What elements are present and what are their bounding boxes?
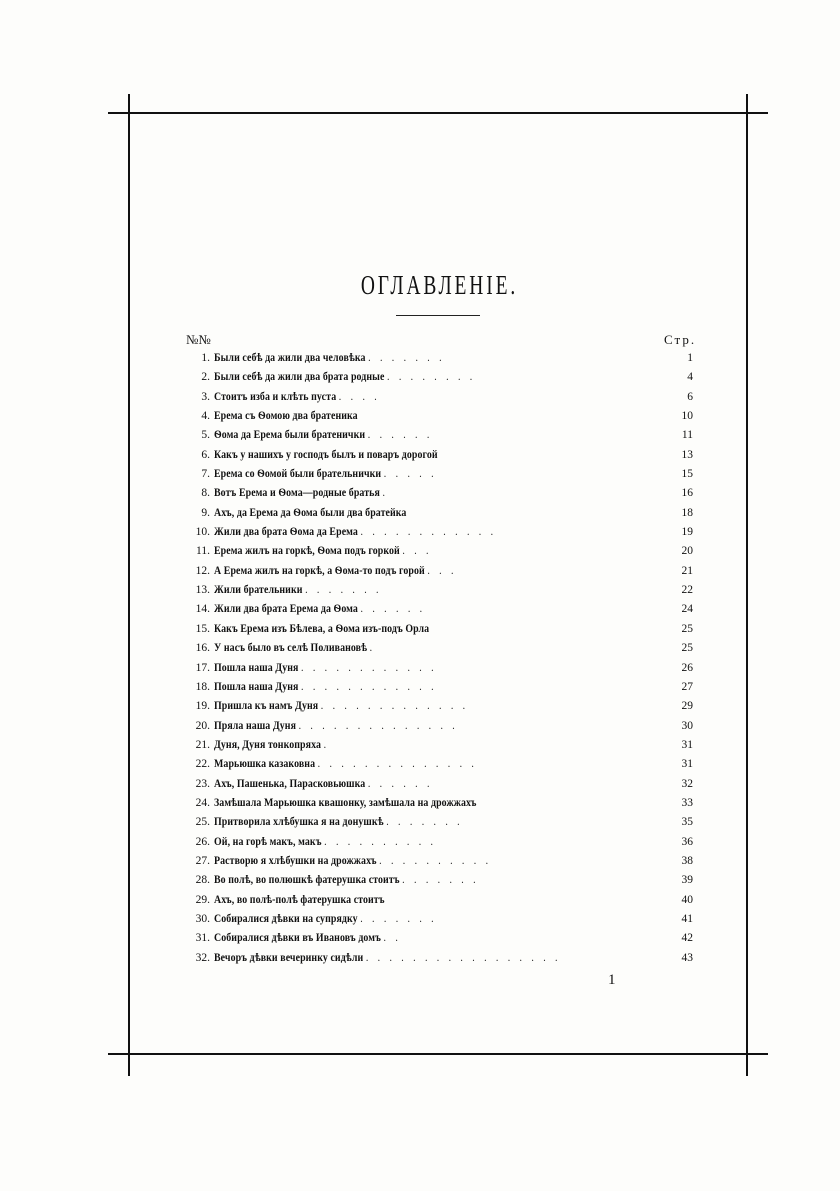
- entry-title: Были себѣ да жили два человѣка . . . . . . .: [214, 352, 446, 364]
- toc-entry: [176, 949, 696, 968]
- entry-title: Какъ у нашихъ у господъ былъ и поваръ дорогой: [214, 448, 438, 461]
- toc-entry: [176, 620, 696, 639]
- entry-page: 1: [687, 352, 693, 364]
- entry-number: 23.: [195, 777, 210, 790]
- entry-page: 18: [681, 506, 693, 519]
- toc-entry: [176, 600, 696, 619]
- entry-page: 20: [681, 545, 693, 558]
- entry-page: 39: [681, 874, 693, 887]
- entry-title: Замѣшала Марьюшка квашонку, замѣшала на дрожжахъ: [214, 796, 477, 809]
- entry-number: 1.: [201, 352, 210, 364]
- entry-title: Притворила хлѣбушка я на донушкѣ . . . . . . .: [214, 816, 464, 829]
- leader-dots: . . . .: [338, 390, 381, 403]
- entry-title: Стоитъ изба и клѣть пуста . . . .: [214, 390, 381, 403]
- leader-dots: .: [382, 487, 389, 500]
- page-column-header: Стр.: [664, 332, 697, 347]
- entry-number: 8.: [201, 487, 210, 500]
- toc-entry: [176, 446, 696, 465]
- entry-page: 33: [681, 796, 693, 809]
- entry-title: Ой, на горѣ макъ, макъ . . . . . . . . . .: [214, 835, 437, 848]
- leader-dots: . .: [383, 932, 402, 945]
- leader-dots: . . .: [402, 545, 432, 558]
- entry-number: 3.: [201, 390, 210, 403]
- entry-page: 4: [687, 371, 693, 384]
- entry-title: Были себѣ да жили два брата родные . . . . . . . .: [214, 371, 476, 384]
- leader-dots: . . . . . .: [367, 777, 433, 790]
- toc-entry: [176, 484, 696, 503]
- entry-number: 17.: [195, 661, 210, 674]
- entry-page: 19: [681, 526, 693, 539]
- toc-entry: [176, 852, 696, 871]
- frame-bottom-rule: [108, 1053, 768, 1055]
- entry-page: 21: [681, 564, 693, 577]
- entry-number: 9.: [201, 506, 210, 519]
- leader-dots: . . . . . . . .: [387, 371, 476, 384]
- entry-number: 13.: [195, 584, 210, 597]
- entry-page: 6: [687, 390, 693, 403]
- leader-dots: . . . . . . .: [305, 584, 382, 597]
- toc-entry: [176, 929, 696, 948]
- leader-dots: . . . . .: [383, 468, 438, 481]
- entry-page: 42: [681, 932, 693, 945]
- entry-page: 31: [681, 758, 693, 771]
- leader-dots: . . . . . . . . . .: [324, 835, 437, 848]
- toc-entry: [176, 465, 696, 484]
- entry-number: 30.: [195, 912, 210, 925]
- entry-number: 14.: [195, 603, 210, 616]
- toc-entry: [176, 871, 696, 890]
- entry-page: 25: [681, 642, 693, 655]
- entry-number: 12.: [195, 564, 210, 577]
- leader-dots: . . . . . . . . . .: [379, 854, 492, 867]
- entry-title: Пряла наша Дуня . . . . . . . . . . . . . .: [214, 719, 459, 732]
- entry-page: 25: [681, 622, 693, 635]
- leader-dots: . . . . . . . . . . . .: [301, 661, 438, 674]
- entry-title: Какъ Ерема изъ Бѣлева, а Ѳома изъ-подъ Орла: [214, 622, 430, 635]
- entry-number: 15.: [195, 622, 210, 635]
- entry-title: Пошла наша Дуня . . . . . . . . . . . .: [214, 680, 438, 693]
- page-title: ОГЛАВЛЕНІЕ.: [360, 270, 519, 301]
- entry-title: Вотъ Ерема и Ѳома—родные братья .: [214, 487, 389, 500]
- title-underline: [396, 315, 480, 316]
- entry-page: 32: [681, 777, 693, 790]
- entry-page: 43: [681, 951, 693, 964]
- entry-number: 11.: [196, 545, 210, 558]
- toc-entry: [176, 581, 696, 600]
- entry-title: Ерема съ Ѳомою два братеника: [214, 410, 358, 423]
- toc-entry: [176, 755, 696, 774]
- entry-number: 4.: [201, 410, 210, 423]
- toc-entry: [176, 542, 696, 561]
- entry-title: Жили брательники . . . . . . .: [214, 584, 382, 597]
- leader-dots: . . . . . . . . . . . . . .: [317, 758, 478, 771]
- entry-number: 7.: [201, 468, 210, 481]
- frame-left-rule: [128, 94, 130, 1076]
- entry-page: 22: [681, 584, 693, 597]
- entry-number: 25.: [195, 816, 210, 829]
- toc-entry: [176, 794, 696, 813]
- toc-entry: [176, 736, 696, 755]
- entry-page: 41: [681, 912, 693, 925]
- toc-entry: [176, 697, 696, 716]
- toc-entry: [176, 349, 696, 368]
- toc-entry: [176, 562, 696, 581]
- entry-title: Жили два брата Ерема да Ѳома . . . . . .: [214, 603, 426, 616]
- leader-dots: .: [323, 738, 330, 751]
- toc-entry: [176, 891, 696, 910]
- entry-page: 30: [681, 719, 693, 732]
- entry-page: 29: [681, 700, 693, 713]
- leader-dots: . . . . . .: [360, 603, 426, 616]
- leader-dots: . . . . . . .: [368, 352, 446, 364]
- entry-title: Марьюшка казаковна . . . . . . . . . . . . . .: [214, 758, 478, 771]
- entry-number: 31.: [195, 932, 210, 945]
- toc-entry: [176, 639, 696, 658]
- entry-page: 40: [681, 893, 693, 906]
- entry-page: 24: [681, 603, 693, 616]
- toc-entry: [176, 659, 696, 678]
- entry-title: Ѳома да Ерема были братенички . . . . . .: [214, 429, 433, 442]
- entry-number: 32.: [195, 951, 210, 964]
- entry-title: Пошла наша Дуня . . . . . . . . . . . .: [214, 661, 438, 674]
- leader-dots: . . . . . . . . . . . .: [360, 526, 497, 539]
- entry-title: Жили два брата Ѳома да Ерема . . . . . . . . . . . .: [214, 526, 497, 539]
- toc-entry: [176, 813, 696, 832]
- entry-number: 16.: [195, 642, 210, 655]
- entry-page: 11: [681, 429, 693, 442]
- entry-number: 27.: [195, 854, 210, 867]
- toc-entry: [176, 717, 696, 736]
- entry-page: 36: [681, 835, 693, 848]
- entry-page: 15: [681, 468, 693, 481]
- frame-right-rule: [746, 94, 748, 1076]
- leader-dots: . . . . . . .: [402, 874, 480, 887]
- entry-title: Ахъ, Пашенька, Парасковьюшка . . . . . .: [214, 777, 433, 790]
- entry-title: У насъ было въ селѣ Поливановѣ .: [214, 642, 376, 655]
- entry-title: Во полѣ, во полюшкѣ фатерушка стоитъ . . . . . . .: [214, 874, 480, 887]
- entry-page: 13: [681, 448, 693, 461]
- leader-dots: . . . . . . .: [386, 816, 464, 829]
- toc-entry: [176, 426, 696, 445]
- entry-title: Ерема жилъ на горкѣ, Ѳома подъ горкой . . .: [214, 545, 432, 558]
- entry-title: Ахъ, во полѣ-полѣ фатерушка стоитъ: [214, 893, 385, 906]
- table-of-contents: [176, 349, 696, 968]
- toc-entry: [176, 833, 696, 852]
- entry-title: А Ерема жилъ на горкѣ, а Ѳома-то подъ горой . . .: [214, 564, 457, 577]
- entry-title: Пришла къ намъ Дуня . . . . . . . . . . . . .: [214, 700, 469, 713]
- leader-dots: . . .: [427, 564, 457, 577]
- entry-page: 35: [681, 816, 693, 829]
- entry-number: 26.: [195, 835, 210, 848]
- toc-entry: [176, 407, 696, 426]
- entry-number: 20.: [195, 719, 210, 732]
- entry-page: 26: [681, 661, 693, 674]
- toc-entry: [176, 504, 696, 523]
- entry-number: 10.: [195, 526, 210, 539]
- leader-dots: . . . . . . .: [360, 912, 438, 925]
- leader-dots: . . . . . . . . . . . . . . . . .: [365, 951, 561, 964]
- toc-entry: [176, 775, 696, 794]
- entry-title: Растворю я хлѣбушки на дрожжахъ . . . . . . . . . .: [214, 854, 492, 867]
- entry-title: Собиралися дѣвки въ Ивановъ домъ . .: [214, 932, 402, 945]
- entry-number: 19.: [195, 700, 210, 713]
- toc-entry: [176, 523, 696, 542]
- toc-entry: [176, 910, 696, 929]
- entry-page: 38: [681, 854, 693, 867]
- entry-title: Ахъ, да Ерема да Ѳома были два братейка: [214, 506, 407, 519]
- entry-number: 24.: [195, 796, 210, 809]
- entry-number: 5.: [201, 429, 210, 442]
- entry-number: 6.: [201, 448, 210, 461]
- entry-title: Ерема со Ѳомой были брательнички . . . . .: [214, 468, 438, 481]
- toc-entry: [176, 368, 696, 387]
- entry-title: Вечоръ дѣвки вечеринку сидѣли . . . . . . . . . . . . . . . . .: [214, 951, 561, 964]
- number-column-header: №№: [186, 332, 211, 347]
- toc-entry: [176, 678, 696, 697]
- entry-title: Собиралися дѣвки на супрядку . . . . . . .: [214, 912, 438, 925]
- entry-title: Дуня, Дуня тонкопряха .: [214, 738, 330, 751]
- entry-number: 2.: [201, 371, 210, 384]
- entry-page: 27: [681, 680, 693, 693]
- page-number: 1: [608, 972, 616, 988]
- entry-page: 10: [681, 410, 693, 423]
- leader-dots: . . . . . . . . . . . . . .: [298, 719, 459, 732]
- entry-number: 21.: [195, 738, 210, 751]
- toc-entry: [176, 388, 696, 407]
- entry-number: 18.: [195, 680, 210, 693]
- leader-dots: . . . . . . . . . . . .: [301, 680, 438, 693]
- leader-dots: . . . . . .: [367, 429, 433, 442]
- entry-number: 22.: [195, 758, 210, 771]
- entry-number: 29.: [195, 893, 210, 906]
- entry-page: 31: [681, 738, 693, 751]
- leader-dots: . . . . . . . . . . . . .: [320, 700, 469, 713]
- frame-top-rule: [108, 112, 768, 114]
- entry-page: 16: [681, 487, 693, 500]
- leader-dots: .: [369, 642, 376, 655]
- entry-number: 28.: [195, 874, 210, 887]
